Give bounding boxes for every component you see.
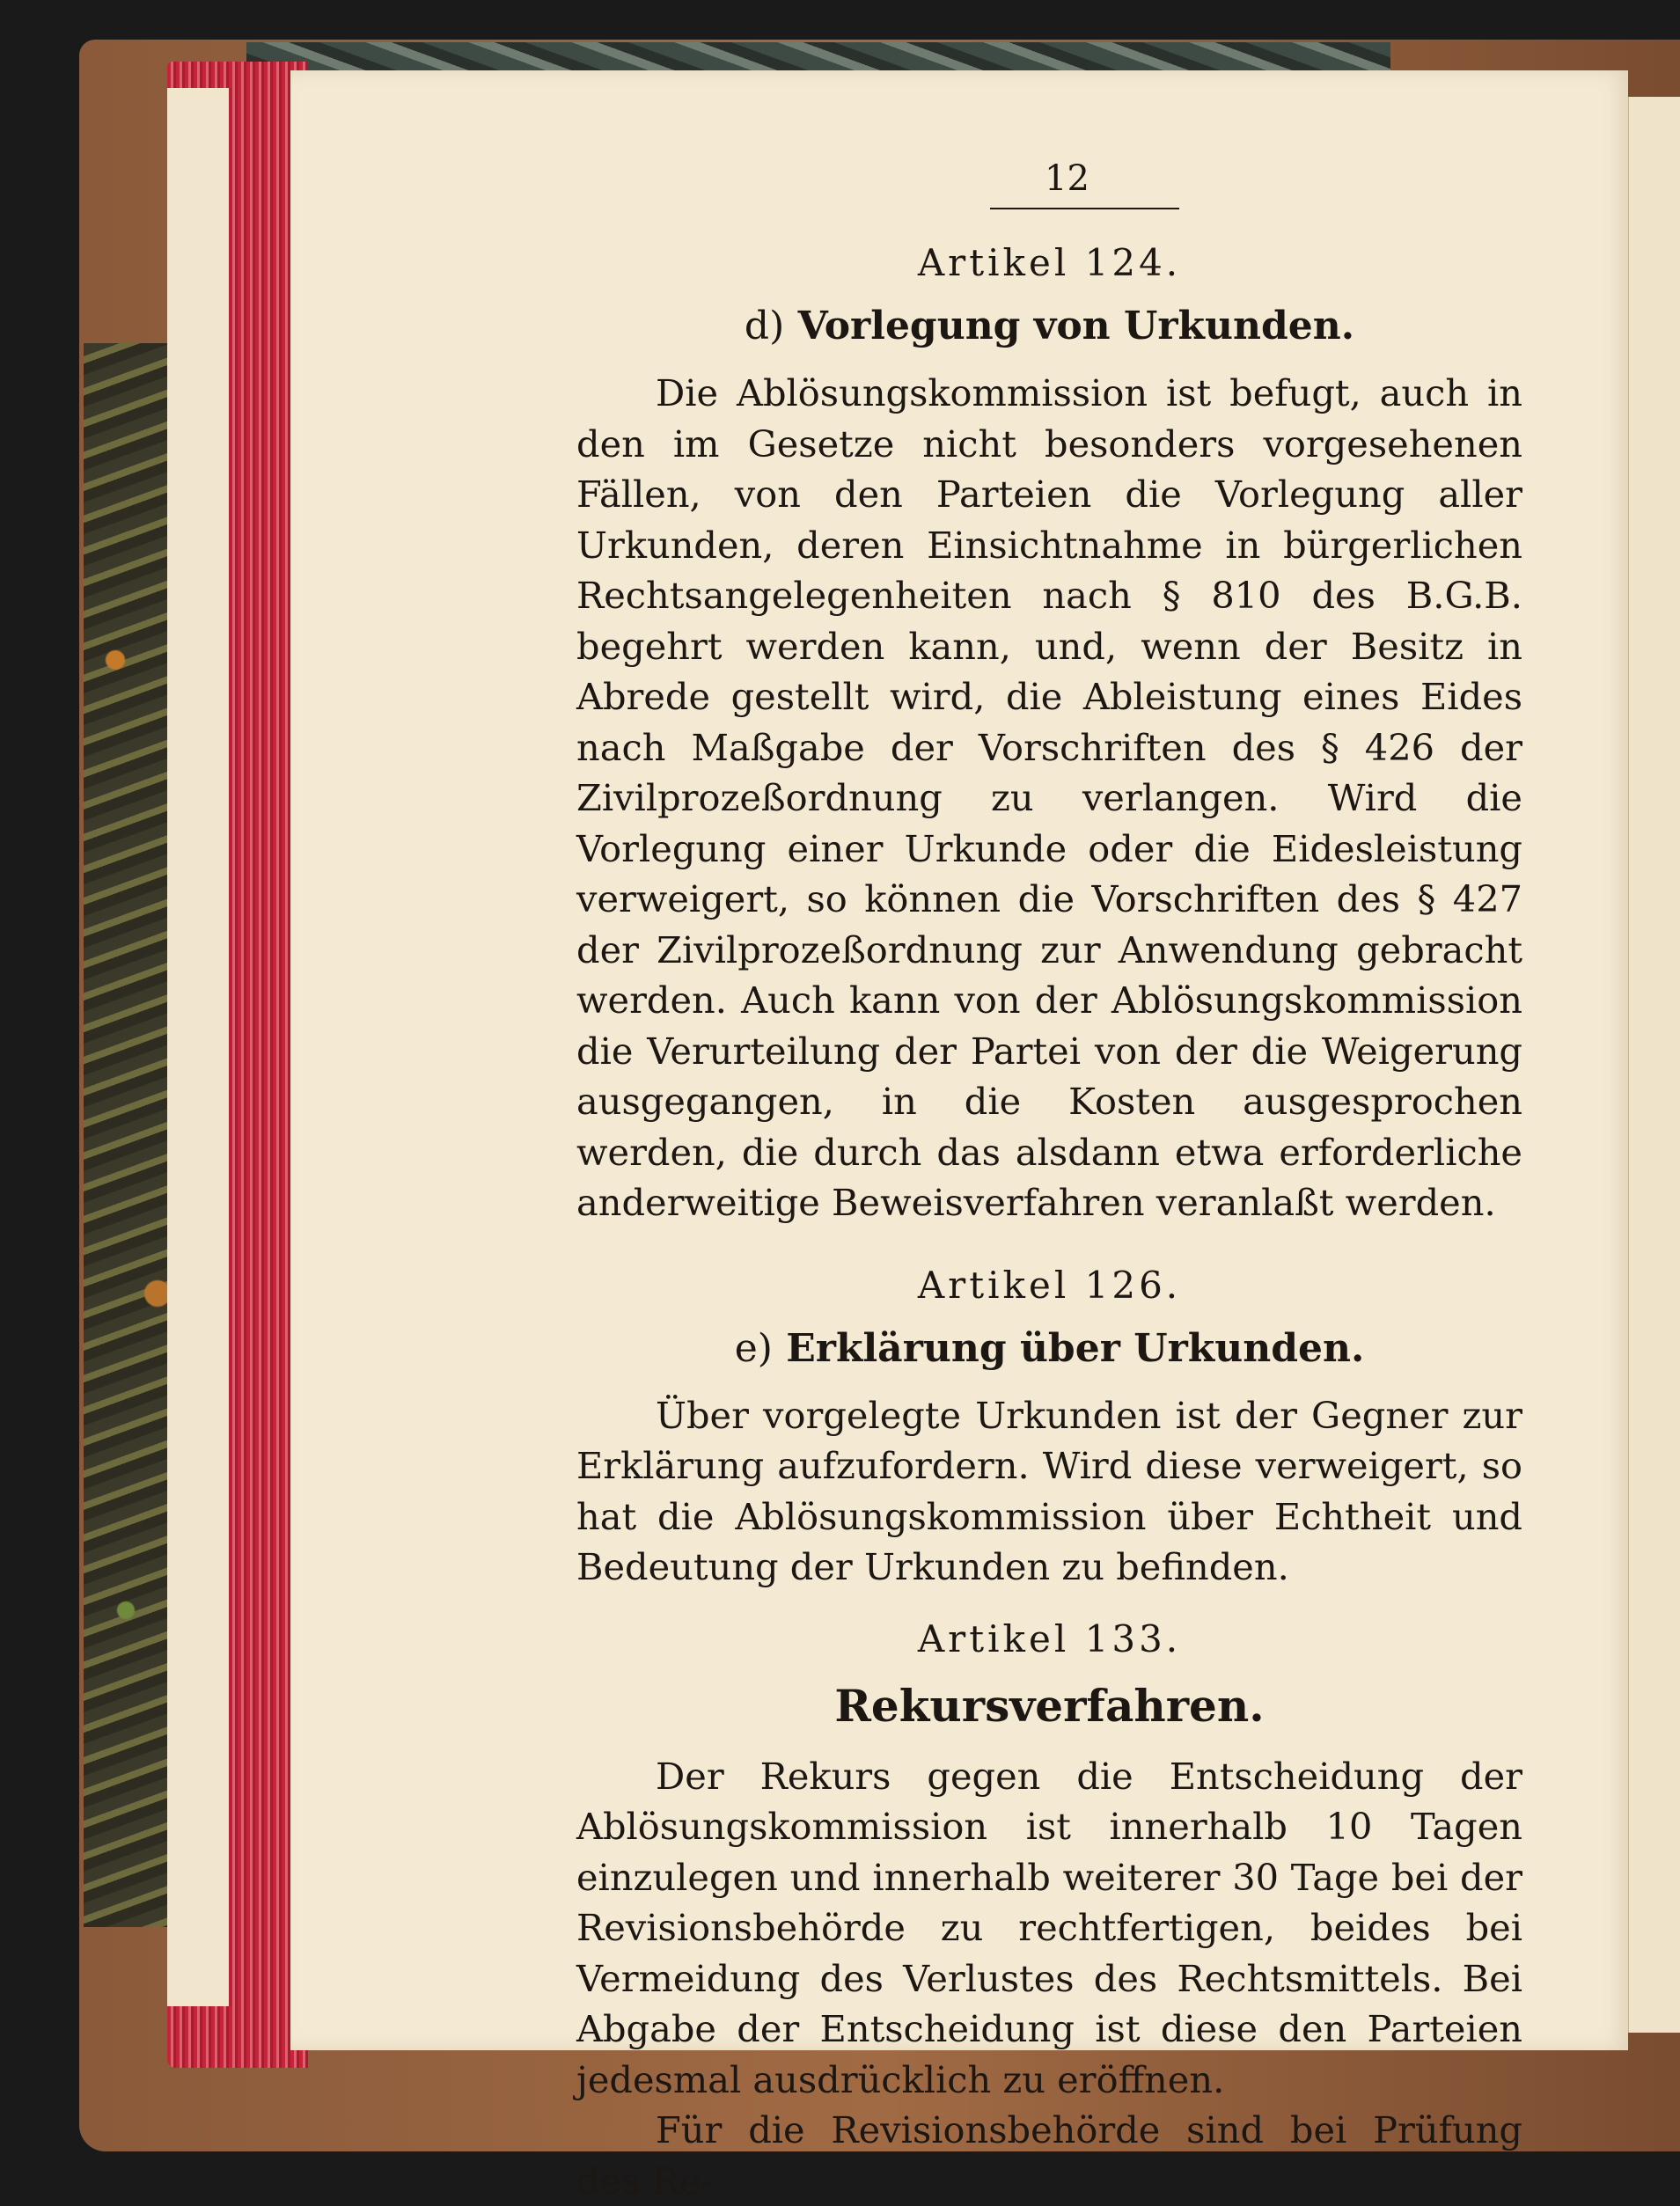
header-rule	[990, 208, 1179, 209]
section-heading	[576, 304, 1522, 348]
facing-page-edge	[1626, 97, 1680, 2033]
page-number: 12	[1045, 158, 1089, 199]
heading-prefix: d)	[744, 304, 785, 348]
heading-text: Vorlegung von Urkunden.	[797, 304, 1355, 348]
section-heading	[576, 1680, 1522, 1732]
page-content	[576, 158, 1522, 2206]
paragraph: Über vorgelegte Urkunden ist der Gegner zur Erklärung aufzufordern. Wird diese verweigert, so hat die Ablösungskommission über Echtheit und Bedeutung der Urkunden zu befinden.	[576, 1393, 1522, 1588]
paragraph: Für die Revisionsbehörde sind bei Prüfung des Re-	[576, 2108, 1522, 2202]
previous-pages	[167, 88, 232, 2006]
paragraph: Der Rekurs gegen die Entscheidung der Ablösungskommission ist innerhalb 10 Tagen einzulegen und innerhalb weiterer 30 Tage bei der Revisionsbehörde zu rechtfertigen, beides bei Vermeidung des Verlustes des Rechtsmittels. Bei Abgabe der Entscheidung ist diese den Parteien jedesmal ausdrücklich zu eröffnen.	[576, 1754, 1522, 2101]
article-title: Artikel 133.	[917, 1616, 1182, 1660]
heading-prefix: e)	[734, 1325, 773, 1371]
section-heading	[576, 1326, 1522, 1371]
heading-text: Erklärung über Urkunden.	[786, 1325, 1365, 1371]
article-title: Artikel 124.	[917, 241, 1182, 284]
article-title: Artikel 126.	[917, 1263, 1182, 1307]
paragraph: Die Ablösungskommission ist befugt, auch in den im Gesetze nicht besonders vorgesehenen Fällen, von den Parteien die Vorlegung aller Urkunden, deren Einsichtnahme in bürgerlichen Rechtsangelegenheiten nach § 810 des B.G.B. begehrt werden kann, und, wenn der Besitz in Abrede gestellt wird, die Ableistung eines Eides nach Maßgabe der Vorschriften des § 426 der Zivilprozeßordnung zu verlangen. Wird die Vorlegung einer Urkunde oder die Eidesleistung verweigert, so können die Vorschriften des § 427 der Zivilprozeßordnung zur Anwendung gebracht werden. Auch kann von der Ablösungskommission die Verurteilung der Partei von der die Weigerung ausgegangen, in die Kosten ausgesprochen werden, die durch das alsdann etwa erforderliche anderweitige Beweisverfahren veranlaßt werden.	[576, 371, 1522, 1224]
heading-text: Rekursverfahren.	[834, 1679, 1265, 1732]
